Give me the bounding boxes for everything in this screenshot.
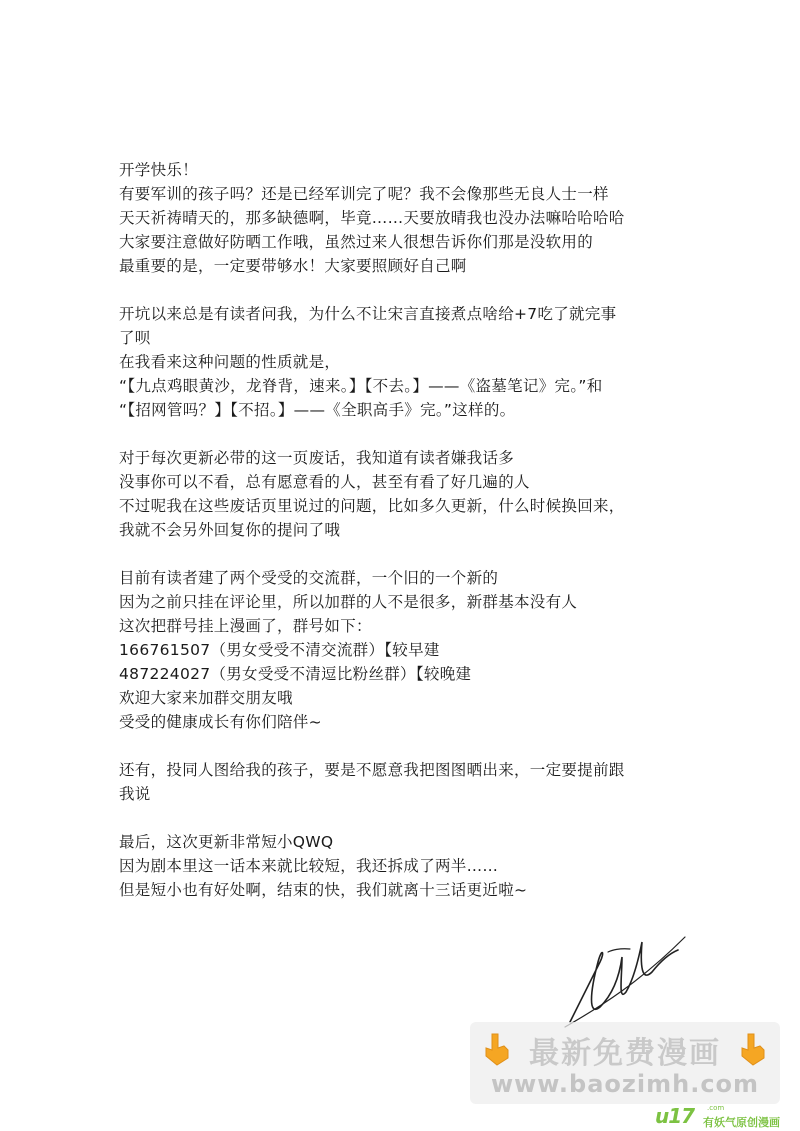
letter-line: 因为剧本里这一话本来就比较短，我还拆成了两半…… [119, 857, 499, 875]
letter-line: 在我看来这种问题的性质就是， [119, 353, 341, 371]
brand-logo [655, 1104, 795, 1128]
letter-line: 有要军训的孩子吗？还是已经军训完了呢？我不会像那些无良人士一样 [119, 185, 609, 203]
letter-line: 这次把群号挂上漫画了，群号如下： [119, 617, 372, 635]
letter-line: 开坑以来总是有读者问我，为什么不让宋言直接煮点啥给+7吃了就完事 [119, 305, 617, 323]
letter-line: 不过呢我在这些废话页里说过的问题，比如多久更新，什么时候换回来， [119, 497, 625, 515]
pointing-down-hand-icon [738, 1032, 768, 1066]
brand-domain: .com [707, 1104, 725, 1112]
letter-line: 166761507（男女受受不清交流群）【较早建 [119, 641, 440, 659]
letter-line: 还有，投同人图给我的孩子，要是不愿意我把图图晒出来，一定要提前跟 [119, 761, 625, 779]
letter-line: 因为之前只挂在评论里，所以加群的人不是很多，新群基本没有人 [119, 593, 578, 611]
letter-line: 目前有读者建了两个受受的交流群，一个旧的一个新的 [119, 569, 499, 587]
letter-line: 天天祈祷晴天的，那多缺德啊，毕竟……天要放晴我也没办法嘛哈哈哈哈 [119, 209, 625, 227]
letter-line: 我就不会另外回复你的提问了哦 [119, 521, 341, 539]
handwritten-signature [560, 922, 690, 1032]
brand-slogan: 有妖气原创漫画 [703, 1116, 780, 1129]
author-note [119, 158, 739, 902]
paragraph-break [119, 734, 739, 758]
letter-line: 487224027（男女受受不清逗比粉丝群）【较晚建 [119, 665, 472, 683]
letter-line: “【招网管吗？】【不招。】——《全职高手》完。”这样的。 [119, 401, 516, 419]
letter-line: 但是短小也有好处啊，结束的快，我们就离十三话更近啦~ [119, 881, 528, 899]
letter-line: 了呗 [119, 329, 151, 347]
watermark-url: www.baozimh.com [490, 1070, 760, 1098]
letter-line: 受受的健康成长有你们陪伴~ [119, 713, 322, 731]
paragraph-break [119, 278, 739, 302]
letter-line: 我说 [119, 785, 151, 803]
paragraph-break [119, 422, 739, 446]
paragraph-break [119, 542, 739, 566]
letter-line: 没事你可以不看，总有愿意看的人，甚至有看了好几遍的人 [119, 473, 530, 491]
letter-line: 大家要注意做好防晒工作哦，虽然过来人很想告诉你们那是没软用的 [119, 233, 594, 251]
watermark-banner [470, 1022, 780, 1104]
letter-line: “【九点鸡眼黄沙，龙脊背，速来。】【不去。】——《盗墓笔记》完。”和 [119, 377, 603, 395]
paragraph-break [119, 806, 739, 830]
letter-line: 最重要的是，一定要带够水！大家要照顾好自己啊 [119, 257, 467, 275]
letter-line: 开学快乐！ [119, 161, 199, 179]
letter-line: 欢迎大家来加群交朋友哦 [119, 689, 293, 707]
brand-logo-text: u17 [655, 1104, 695, 1128]
watermark-title: 最新免费漫画 [529, 1036, 721, 1071]
letter-line: 最后，这次更新非常短小QWQ [119, 833, 334, 851]
letter-line: 对于每次更新必带的这一页废话，我知道有读者嫌我话多 [119, 449, 515, 467]
